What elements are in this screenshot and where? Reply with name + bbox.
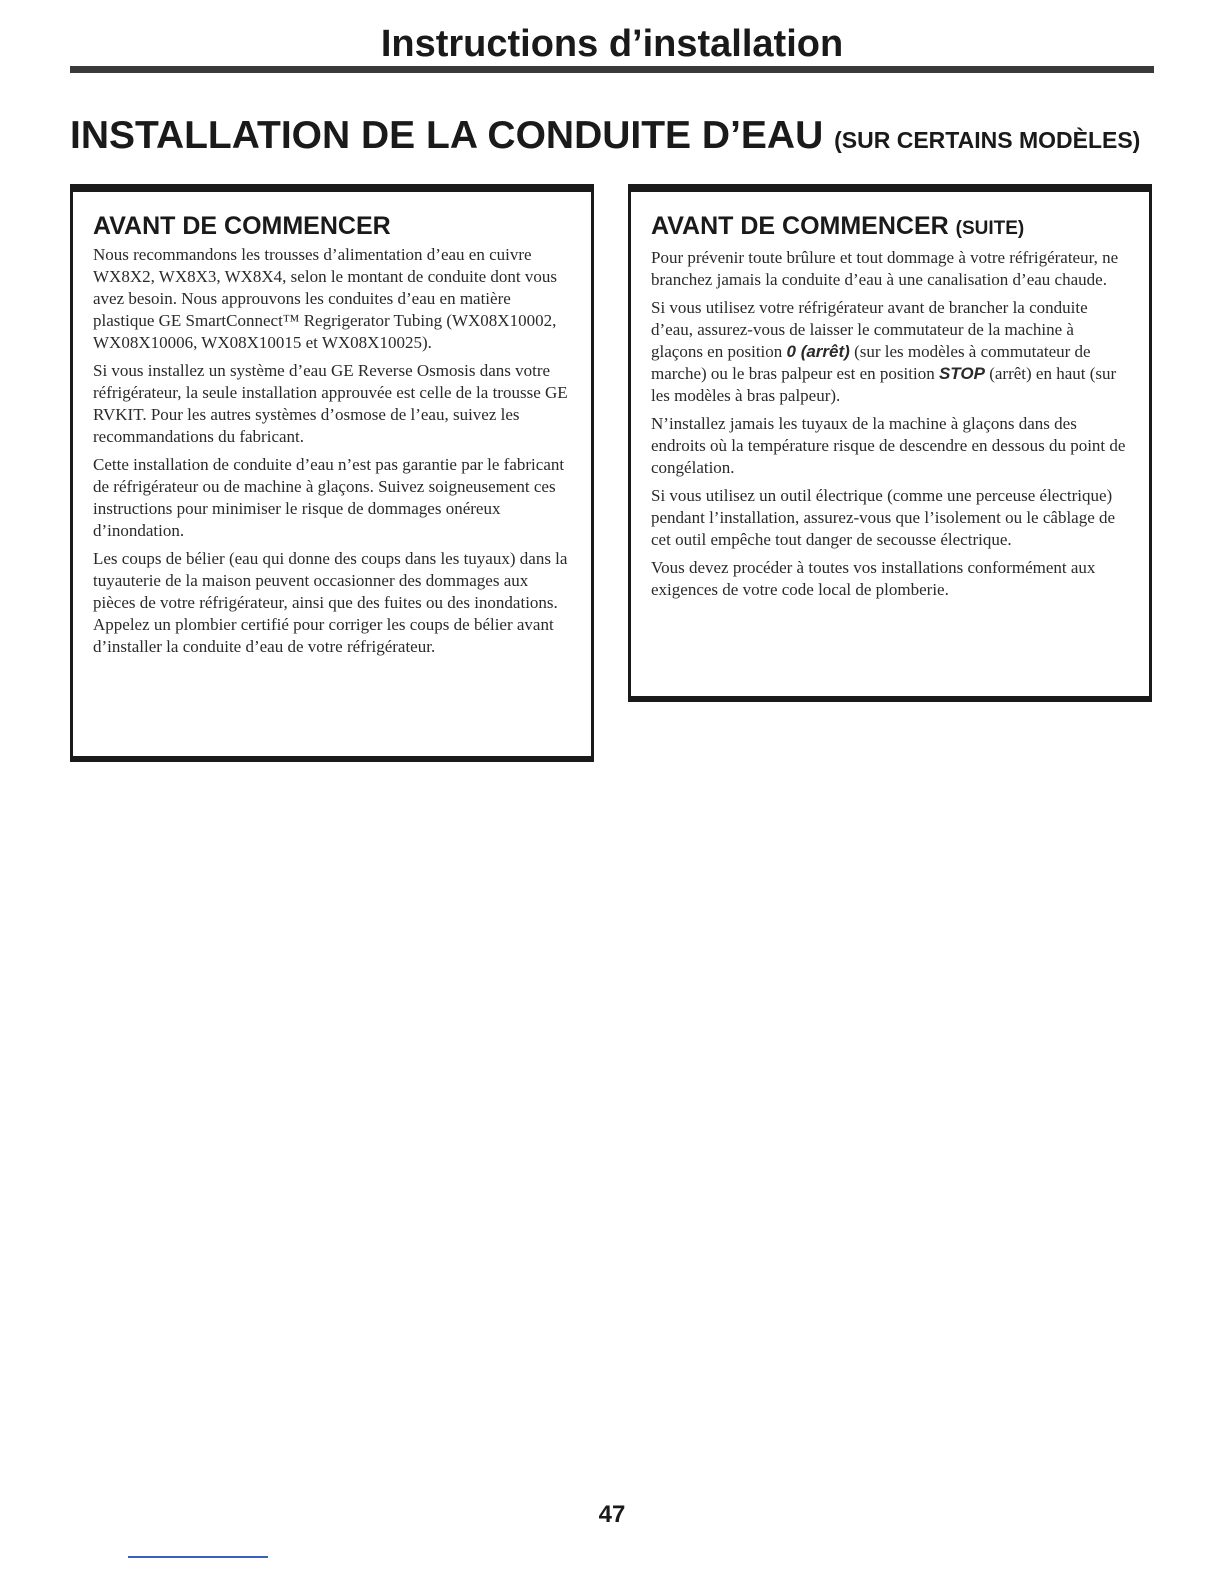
page-number: 47 [598, 1501, 626, 1528]
before-you-begin-continued-heading [651, 210, 1129, 245]
header-rule [70, 66, 1154, 73]
section-title-sub: (SUR CERTAINS MODÈLES) [834, 127, 1141, 153]
off-position-label: 0 (arrêt) [786, 342, 850, 361]
stop-position-label: STOP [938, 364, 985, 383]
paragraph-hot-water: Pour prévenir toute brûlure et tout dommage à votre réfrigérateur, ne branchez jamais la conduite d’eau à une canalisation d’eau chaude. [651, 248, 1119, 289]
paragraph-icemaker-switch [651, 297, 1129, 407]
before-you-begin-continued-box [628, 184, 1152, 702]
paragraph-power-tools: Si vous utilisez un outil électrique (comme une perceuse électrique) pendant l’installation, assurez-vous que l’isolement ou le câblage de cet outil empêche tout danger de secousse électrique. [651, 486, 1116, 549]
heading-main: AVANT DE COMMENCER [651, 212, 949, 240]
heading-sub: (SUITE) [955, 218, 1025, 239]
paragraph-freezing: N’installez jamais les tuyaux de la machine à glaçons dans des endroits où la température risque de descendre en dessous du point de congélation. [651, 414, 1126, 477]
paragraph-reverse-osmosis: Si vous installez un système d’eau GE Reverse Osmosis dans votre réfrigérateur, la seule installation approuvée est celle de la trousse GE RVKIT. Pour les autres systèmes d’osmose de l’eau, suivez les recommandations du fabricant. [93, 361, 568, 446]
text-part: Si vous utilisez votre réfrigérateur avant de brancher la conduite d’eau, assurez-vous de laisser le commutateur de la machine à glaçons en position [651, 298, 1088, 361]
before-you-begin-heading: AVANT DE COMMENCER [93, 212, 391, 240]
page-header-title: Instructions d’installation [380, 23, 844, 65]
section-title-main: INSTALLATION DE LA CONDUITE D’EAU [70, 114, 824, 157]
text-part: (sur les modèles à commutateur de marche) ou le bras palpeur est en position [651, 342, 1091, 383]
paragraph-water-hammer: Les coups de bélier (eau qui donne des coups dans les tuyaux) dans la tuyauterie de la maison peuvent occasionner des dommages aux pièces de votre réfrigérateur, ainsi que des fuites ou des inondations. Appelez un plombier certifié pour corriger les coups de bélier avant d’installer la conduite d’eau de votre réfrigérateur. [93, 549, 568, 656]
footer-link-underline [128, 1556, 268, 1558]
paragraph-plumbing-code: Vous devez procéder à toutes vos installations conformément aux exigences de votre code local de plomberie. [651, 558, 1096, 599]
before-you-begin-box [70, 184, 594, 762]
text-part: (arrêt) en haut (sur les modèles à bras palpeur). [651, 364, 1117, 405]
section-title [70, 114, 1170, 162]
paragraph-warranty: Cette installation de conduite d’eau n’est pas garantie par le fabricant de réfrigérateur ou de machine à glaçons. Suivez soigneusement ces instructions pour minimiser le risque de dommages onéreux d’inondation. [93, 455, 565, 540]
paragraph-copper-kits: Nous recommandons les trousses d’alimentation d’eau en cuivre WX8X2, WX8X3, WX8X4, selon le montant de conduite dont vous avez besoin. Nous approuvons les conduites d’eau en matière plastique GE SmartConnect™ Regrigerator Tubing (WX08X10002, WX08X10006, WX08X10015 et WX08X10025). [93, 245, 557, 352]
